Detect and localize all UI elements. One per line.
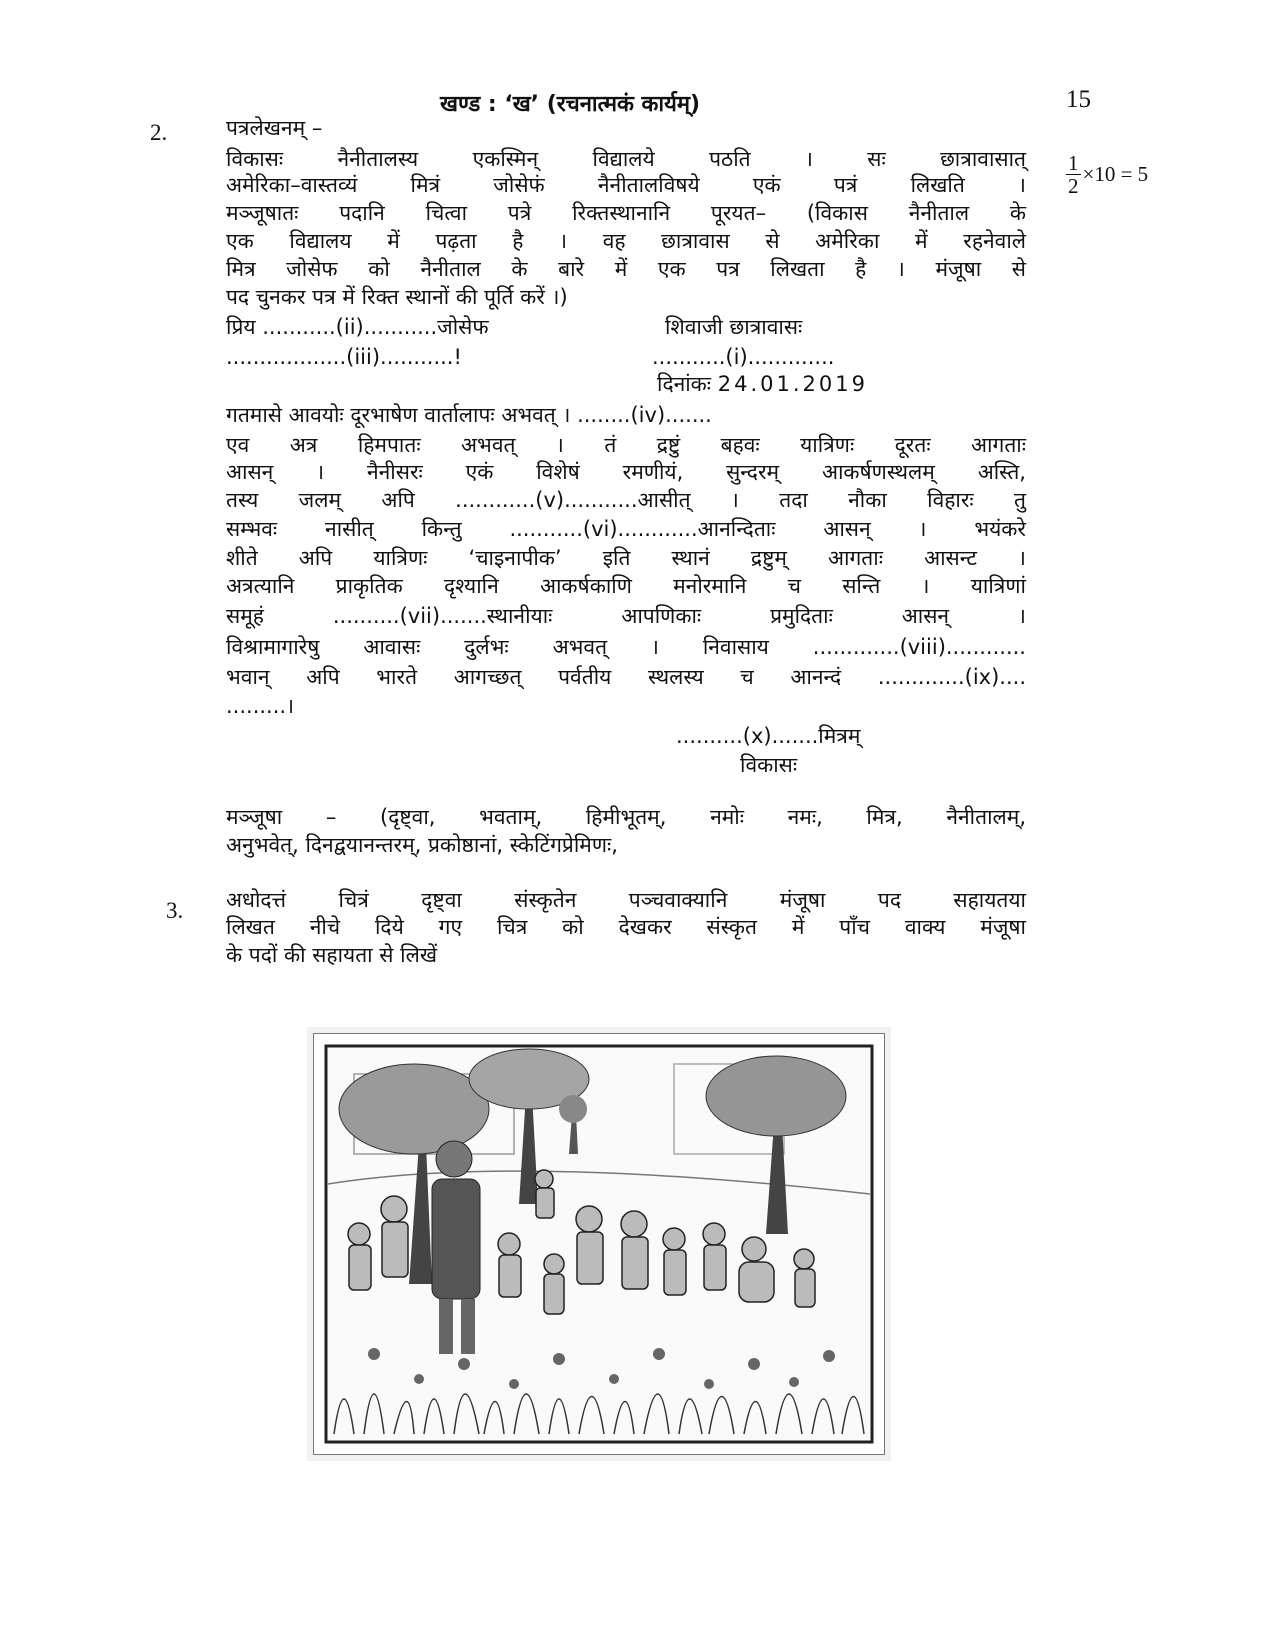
letter-body-line: .........। (226, 694, 295, 718)
children-in-garden-illustration (314, 1034, 884, 1454)
q3-instruction-line: के पदों की सहायता से लिखें (226, 943, 438, 967)
section-title: खण्ड : ‘ख’ (रचनात्मकं कार्यम्) (440, 92, 701, 117)
letter-salutation: प्रिय ...........(ii)...........जोसेफ (226, 315, 489, 339)
q3-instruction-line: लिखत नीचे दिये गए चित्र को देखकर संस्कृत में पाँच वाक्य मंजूषा (226, 915, 1026, 939)
letter-body-line: समूहं ..........(vii).......स्थानीयाः आपणिकाः प्रमुदिताः आसन् । (226, 604, 1026, 628)
word-box-line: अनुभवेत्, दिनद्वयानन्तरम्, प्रकोष्ठानां, स्केटिंगप्रेमिणः, (226, 833, 618, 857)
marks-rest: ×10 = 5 (1082, 162, 1149, 186)
q2-instruction-line: अमेरिका–वास्तव्यं मित्रं जोसेफं नैनीतालविषये एकं पत्रं लिखति । (226, 173, 1026, 197)
word-box-line: मञ्जूषा – (दृष्ट्वा, भवताम्, हिमीभूतम्, नमोः नमः, मित्र, नैनीतालम्, (226, 805, 1026, 829)
q3-instruction-line: अधोदत्तं चित्रं दृष्ट्वा संस्कृतेन पञ्चवाक्यानि मंजूषा पद सहायतया (226, 888, 1026, 912)
letter-body-line: सम्भवः नासीत् किन्तु ...........(vi)............आनन्दिताः आसन् । भयंकरे (226, 517, 1026, 541)
q2-instruction-line: एक विद्यालय में पढ़ता है । वह छात्रावास से अमेरिका में रहनेवाले (226, 229, 1026, 253)
marks-allocation (1066, 152, 1148, 197)
marks-numerator: 1 (1068, 151, 1079, 175)
letter-greeting: ..................(iii)...........! (226, 345, 462, 369)
q2-instruction-line: मञ्जूषातः पदानि चित्वा पत्रे रिक्तस्थानानि पूरयत– (विकास नैनीताल के (226, 201, 1026, 225)
q2-instruction-line: मित्र जोसेफ को नैनीताल के बारे में एक पत्र लिखता है । मंजूषा से (226, 257, 1026, 281)
q2-instruction-line: विकासः नैनीतालस्य एकस्मिन् विद्यालये पठति । सः छात्रावासात् (226, 147, 1026, 171)
letter-body-line: आसन् । नैनीसरः एकं विशेषं रमणीयं, सुन्दरम् आकर्षणस्थलम् अस्ति, (226, 460, 1026, 484)
date-value: 24.01.2019 (717, 372, 868, 396)
marks-denominator: 2 (1068, 174, 1079, 198)
letter-body-line: विश्रामागारेषु आवासः दुर्लभः अभवत् । निवासाय .............(viii)............ (226, 635, 1026, 659)
letter-body-line: भवान् अपि भारते आगच्छत् पर्वतीय स्थलस्य च आनन्दं .............(ix).... (226, 665, 1026, 689)
letter-address: शिवाजी छात्रावासः (665, 315, 803, 339)
letter-body-line: शीते अपि यात्रिणः ‘चाइनापीक’ इति स्थानं द्रष्टुम् आगताः आसन्ट । (226, 546, 1026, 570)
letter-body-line: तस्य जलम् अपि ............(v)...........आसीत् । तदा नौका विहारः तु (226, 488, 1026, 512)
letter-place-blank: ...........(i)............. (652, 345, 835, 369)
garden-picture (313, 1033, 885, 1455)
q2-instruction-line: पद चुनकर पत्र में रिक्त स्थानों की पूर्ति करें ।) (226, 285, 568, 309)
letter-body-line: गतमासे आवयोः दूरभाषेण वार्तालापः अभवत् । ........(iv)....... (226, 403, 712, 427)
letter-body-line: अत्रत्यानि प्राकृतिक दृश्यानि आकर्षकाणि मनोरमानि च सन्ति । यात्रिणां (226, 574, 1026, 598)
letter-signature: विकासः (740, 753, 798, 777)
letter-body-line: एव अत्र हिमपातः अभवत् । तं द्रष्टुं बहवः यात्रिणः दूरतः आगताः (226, 433, 1026, 457)
letter-date (657, 370, 868, 398)
letter-closing: ..........(x).......मित्रम् (676, 724, 861, 748)
question-3-number: 3. (166, 898, 184, 923)
date-label: दिनांकः (657, 372, 712, 396)
question-2-heading: पत्रलेखनम् – (226, 116, 323, 140)
question-2-number: 2. (150, 120, 168, 145)
page-number: 15 (1066, 86, 1091, 113)
